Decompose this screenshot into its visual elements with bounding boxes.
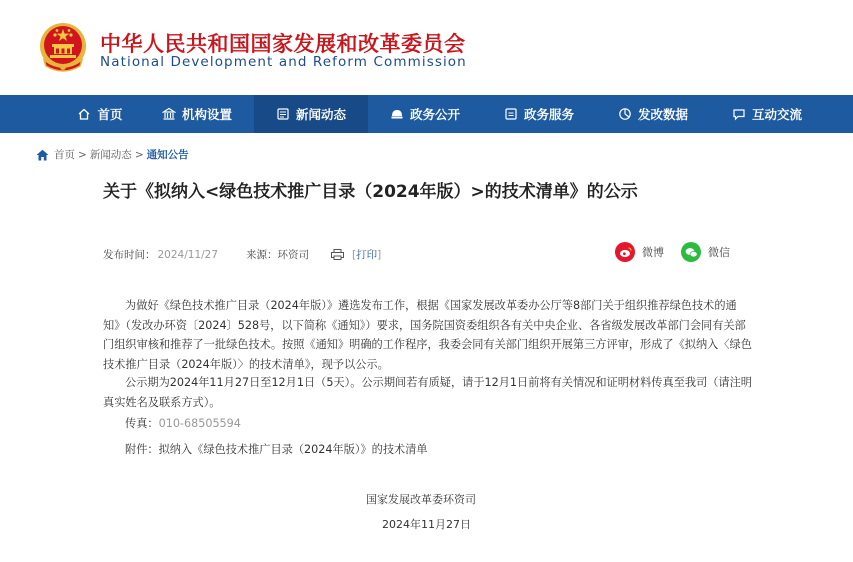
print-label: 打印 bbox=[356, 249, 378, 261]
nav-item-label: 互动交流 bbox=[751, 107, 802, 122]
nav-item-news[interactable] bbox=[254, 95, 368, 133]
attachment-line bbox=[103, 440, 753, 460]
fax-label: 传真： bbox=[125, 417, 159, 430]
breadcrumb-separator: > bbox=[78, 148, 87, 161]
breadcrumb-current[interactable]: 通知公告 bbox=[146, 149, 189, 161]
source-value: 环资司 bbox=[277, 249, 310, 261]
service-icon bbox=[504, 107, 518, 121]
source-label: 来源： bbox=[246, 249, 278, 261]
nav-item-institution[interactable] bbox=[140, 95, 254, 133]
nav-item-label: 新闻动态 bbox=[295, 107, 346, 122]
breadcrumb bbox=[36, 147, 189, 162]
chat-icon bbox=[732, 107, 746, 121]
attachment-link[interactable]: 拟纳入《绿色技术推广目录（2024年版）》的技术清单 bbox=[158, 443, 428, 456]
data-icon bbox=[618, 107, 632, 121]
wechat-icon bbox=[681, 242, 701, 262]
nav-item-label: 政务服务 bbox=[523, 107, 574, 122]
site-title-cn: 中华人民共和国国家发展和改革委员会 bbox=[100, 32, 466, 56]
share-weibo-label: 微博 bbox=[642, 246, 664, 259]
article-paragraph-1: 为做好《绿色技术推广目录（2024年版）》遴选发布工作，根据《国家发展改革委办公厅等8部门关于组织推荐绿色技术的通知》（发改办环资〔2024〕528号，以下简称《通知》）要求，国务院国资委组织各有关中央企业、各省级发展改革部门会同有关部门组织审核和推荐了一批绿色技术。按照《通知》明确的工作程序，我委会同有关部门组织开展第三方评审，形成了《拟纳入〈绿色技术推广目录（2024年版）〉的技术清单》，现予以公示。 bbox=[103, 299, 752, 371]
signature-org: 国家发展改革委环资司 bbox=[366, 493, 476, 506]
signature-date: 2024年11月27日 bbox=[382, 518, 471, 531]
nav-item-interaction[interactable] bbox=[710, 95, 824, 133]
breadcrumb-news[interactable]: 新闻动态 bbox=[89, 149, 132, 161]
weibo-icon bbox=[615, 242, 635, 262]
fax-number: 010-68505594 bbox=[158, 417, 241, 430]
share-weibo-button[interactable] bbox=[615, 242, 664, 262]
nav-item-gov-affairs[interactable] bbox=[368, 95, 482, 133]
breadcrumb-separator: > bbox=[134, 148, 144, 161]
site-title-en: National Development and Reform Commission bbox=[100, 54, 467, 70]
nav-item-services[interactable] bbox=[482, 95, 596, 133]
nav-item-label: 政务公开 bbox=[409, 107, 460, 122]
nav-item-data[interactable] bbox=[596, 95, 710, 133]
dome-icon bbox=[390, 107, 404, 121]
fax-line bbox=[103, 414, 753, 434]
share-weixin-button[interactable] bbox=[681, 242, 730, 262]
breadcrumb-home[interactable]: 首页 bbox=[54, 149, 75, 161]
nav-item-home[interactable] bbox=[60, 95, 140, 133]
print-button[interactable] bbox=[331, 247, 381, 262]
institution-icon bbox=[162, 107, 176, 121]
attachment-label: 附件： bbox=[125, 443, 159, 456]
nav-item-label: 发改数据 bbox=[637, 107, 688, 122]
main-nav bbox=[0, 95, 853, 133]
news-icon bbox=[276, 107, 290, 121]
home-icon bbox=[36, 149, 49, 161]
national-emblem-icon bbox=[36, 20, 90, 76]
print-bracket-open: [ bbox=[352, 248, 357, 261]
site-header bbox=[0, 0, 853, 95]
article-title: 关于《拟纳入<绿色技术推广目录（2024年版）>的技术清单》的公示 bbox=[103, 182, 638, 202]
article-meta bbox=[103, 247, 381, 262]
publish-date: 2024/11/27 bbox=[157, 248, 219, 261]
publish-label: 发布时间： bbox=[103, 249, 156, 261]
printer-icon bbox=[331, 249, 344, 260]
home-icon bbox=[77, 107, 91, 121]
nav-item-label: 机构设置 bbox=[181, 107, 232, 122]
article-paragraph-2: 公示期为2024年11月27日至12月1日（5天）。公示期间若有质疑，请于12月1日前将有关情况和证明材料传真至我司（请注明真实姓名及联系方式）。 bbox=[103, 376, 752, 409]
print-bracket-close: ] bbox=[377, 248, 382, 261]
nav-item-label: 首页 bbox=[97, 107, 123, 122]
share-weixin-label: 微信 bbox=[708, 246, 730, 259]
